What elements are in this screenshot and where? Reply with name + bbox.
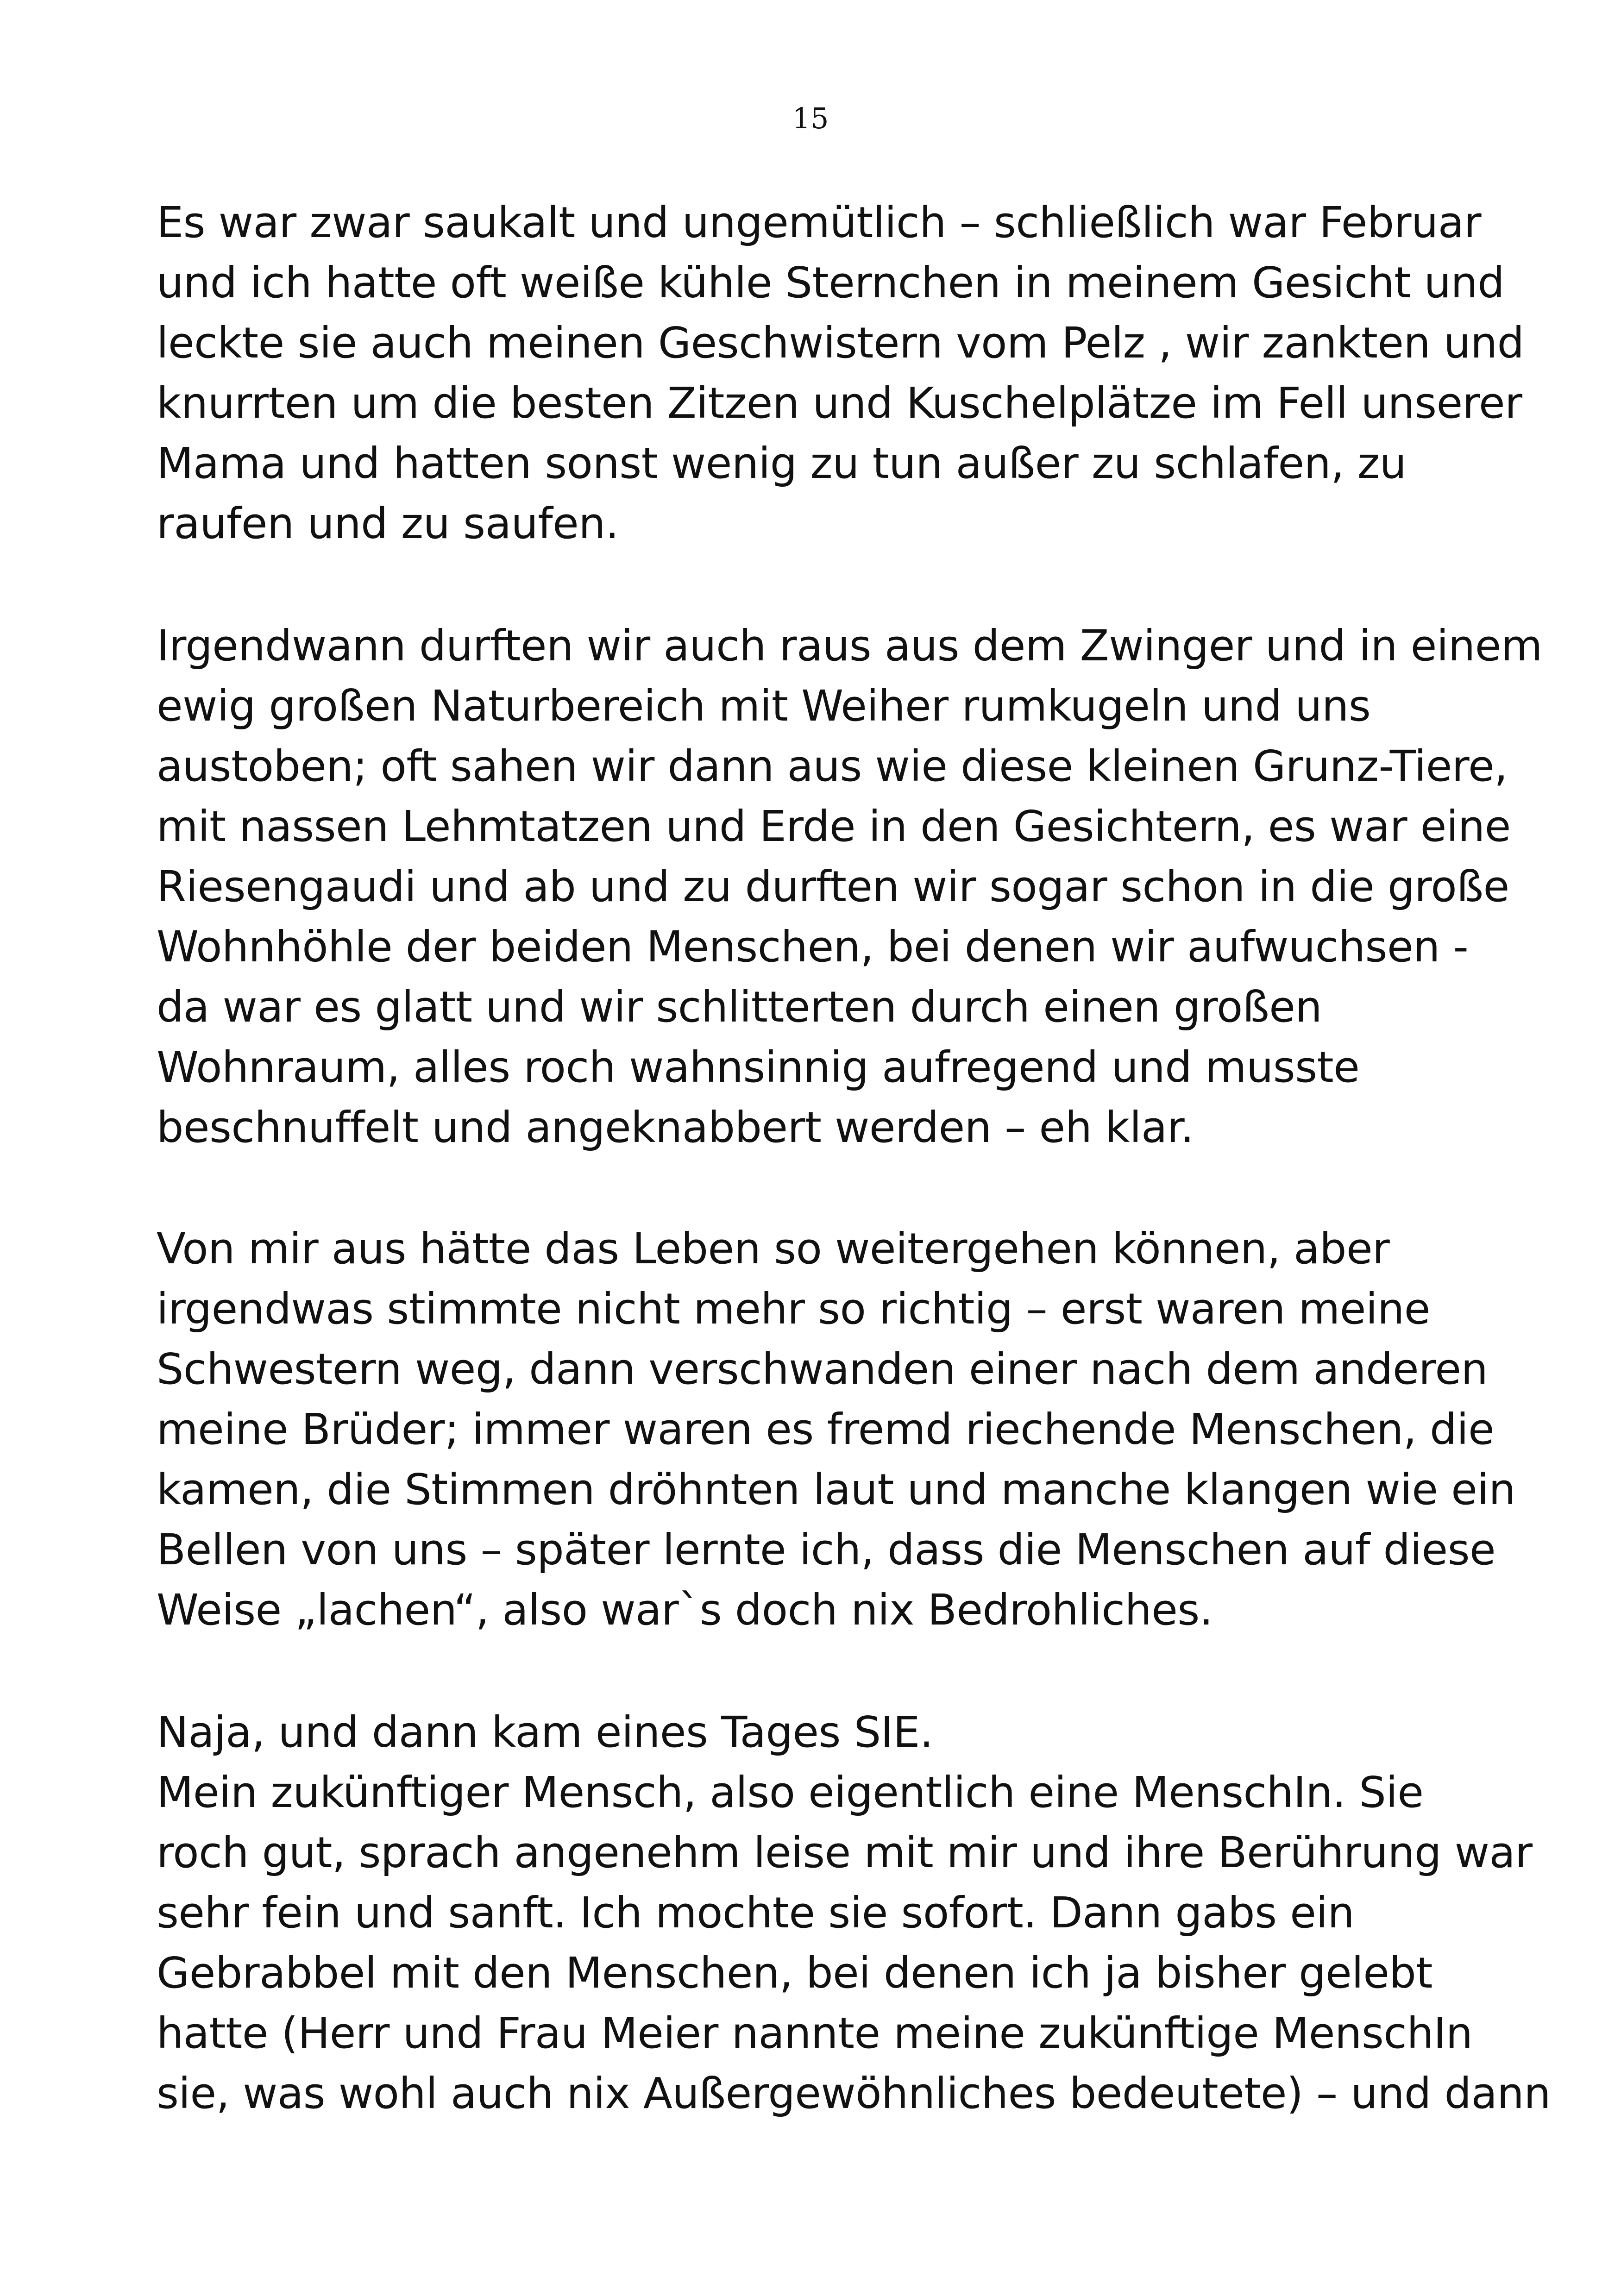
text-line: sie, was wohl auch nix Außergewöhnliches bedeutete) – und dann (157, 2069, 1551, 2118)
text-line: irgendwas stimmte nicht mehr so richtig – erst waren meine (157, 1284, 1430, 1334)
text-line: raufen und zu saufen. (157, 499, 619, 548)
text-line: Es war zwar saukalt und ungemütlich – schließlich war Februar (157, 198, 1482, 247)
text-line: austoben; oft sahen wir dann aus wie diese kleinen Grunz-Tiere, (157, 741, 1508, 791)
text-line: beschnuffelt und angeknabbert werden – eh klar. (157, 1103, 1194, 1152)
text-line: kamen, die Stimmen dröhnten laut und manche klangen wie ein (157, 1465, 1516, 1514)
text-line: meine Brüder; immer waren es fremd riechende Menschen, die (157, 1405, 1495, 1454)
text-line: hatte (Herr und Frau Meier nannte meine zukünftige MenschIn (157, 2008, 1473, 2058)
paragraph-3 (157, 1219, 1523, 1640)
text-line: Gebrabbel mit den Menschen, bei denen ich ja bisher gelebt (157, 1948, 1433, 1998)
page-number: 15 (792, 101, 829, 135)
text-line: Wohnhöhle der beiden Menschen, bei denen wir aufwuchsen - (157, 922, 1469, 972)
text-line: Riesengaudi und ab und zu durften wir sogar schon in die große (157, 862, 1509, 911)
text-line: Irgendwann durften wir auch raus aus dem Zwinger und in einem (157, 621, 1542, 671)
paragraph-2 (157, 616, 1542, 1158)
text-line: roch gut, sprach angenehm leise mit mir und ihre Berührung war (157, 1828, 1533, 1877)
text-line: Schwestern weg, dann verschwanden einer nach dem anderen (157, 1344, 1488, 1394)
text-line: Mama und hatten sonst wenig zu tun außer zu schlafen, zu (157, 439, 1407, 488)
text-line: Naja, und dann kam eines Tages SIE. (157, 1707, 933, 1757)
text-line: leckte sie auch meinen Geschwistern vom Pelz , wir zankten und (157, 318, 1524, 368)
text-line: da war es glatt und wir schlitterten durch einen großen (157, 982, 1322, 1032)
paragraph-1 (157, 193, 1523, 554)
text-line: Mein zukünftiger Mensch, also eigentlich eine MenschIn. Sie (157, 1768, 1424, 1817)
text-line: sehr fein und sanft. Ich mochte sie sofort. Dann gabs ein (157, 1888, 1355, 1938)
text-line: Weise „lachen“, also war`s doch nix Bedrohliches. (157, 1585, 1213, 1635)
text-line: Von mir aus hätte das Leben so weitergehen können, aber (157, 1224, 1390, 1273)
text-line: und ich hatte oft weiße kühle Sternchen in meinem Gesicht und (157, 258, 1505, 307)
paragraph-4 (157, 1702, 1551, 2124)
text-line: knurrten um die besten Zitzen und Kuschelplätze im Fell unserer (157, 378, 1522, 428)
text-line: mit nassen Lehmtatzen und Erde in den Gesichtern, es war eine (157, 802, 1511, 851)
text-line: Wohnraum, alles roch wahnsinnig aufregend und musste (157, 1042, 1360, 1092)
text-line: Bellen von uns – später lernte ich, dass die Menschen auf diese (157, 1525, 1496, 1575)
text-line: ewig großen Naturbereich mit Weiher rumkugeln und uns (157, 681, 1371, 731)
